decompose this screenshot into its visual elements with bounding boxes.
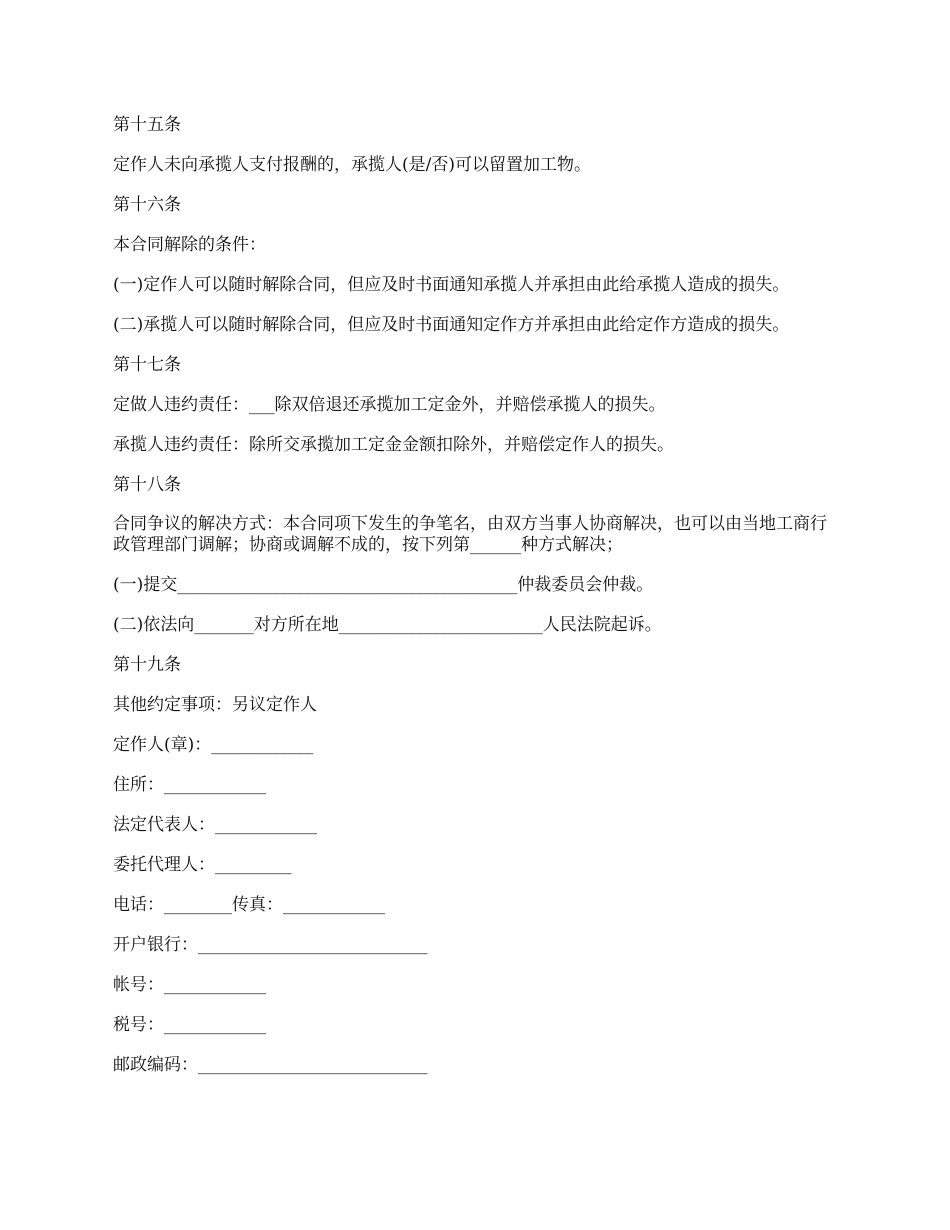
article-17-text-1: 定做人违约责任：___除双倍退还承揽加工定金外，并赔偿承揽人的损失。	[113, 395, 666, 415]
article-15-heading: 第十五条	[113, 115, 181, 135]
signature-agent: 委托代理人：_________	[113, 855, 292, 875]
signature-address: 住所：____________	[113, 775, 266, 795]
article-15-text: 定作人未向承揽人支付报酬的，承揽人(是/否)可以留置加工物。	[113, 155, 591, 175]
article-17-text-2: 承揽人违约责任：除所交承揽加工定金金额扣除外，并赔偿定作人的损失。	[113, 435, 674, 455]
signature-account: 帐号：____________	[113, 975, 266, 995]
article-17-heading: 第十七条	[113, 355, 181, 375]
signature-tax-id: 税号：____________	[113, 1015, 266, 1035]
article-16-heading: 第十六条	[113, 195, 181, 215]
article-18-item-1: (一)提交________________________________________仲裁委员会仲裁。	[113, 575, 654, 595]
article-19-text: 其他约定事项：另议定作人	[113, 695, 317, 715]
signature-principal: 定作人(章)：____________	[113, 735, 314, 755]
article-18-heading: 第十八条	[113, 475, 181, 495]
signature-phone-fax: 电话：________传真：____________	[113, 895, 385, 915]
signature-bank: 开户银行：___________________________	[113, 935, 428, 955]
article-19-heading: 第十九条	[113, 655, 181, 675]
article-18-item-2: (二)依法向_______对方所在地________________________人民法院起诉。	[113, 615, 662, 635]
article-16-item-1: (一)定作人可以随时解除合同，但应及时书面通知承揽人并承担由此给承揽人造成的损失。	[113, 275, 790, 295]
article-18-text: 合同争议的解决方式：本合同项下发生的争笔名，由双方当事人协商解决，也可以由当地工商行政管理部门调解；协商或调解不成的，按下列第______种方式解决；	[113, 514, 827, 555]
signature-postal-code: 邮政编码：___________________________	[113, 1055, 428, 1075]
article-16-text: 本合同解除的条件：	[113, 235, 266, 255]
document-body	[113, 114, 843, 1076]
signature-legal-rep: 法定代表人：____________	[113, 815, 317, 835]
article-16-item-2: (二)承揽人可以随时解除合同，但应及时书面通知定作方并承担由此给定作方造成的损失。	[113, 315, 790, 335]
